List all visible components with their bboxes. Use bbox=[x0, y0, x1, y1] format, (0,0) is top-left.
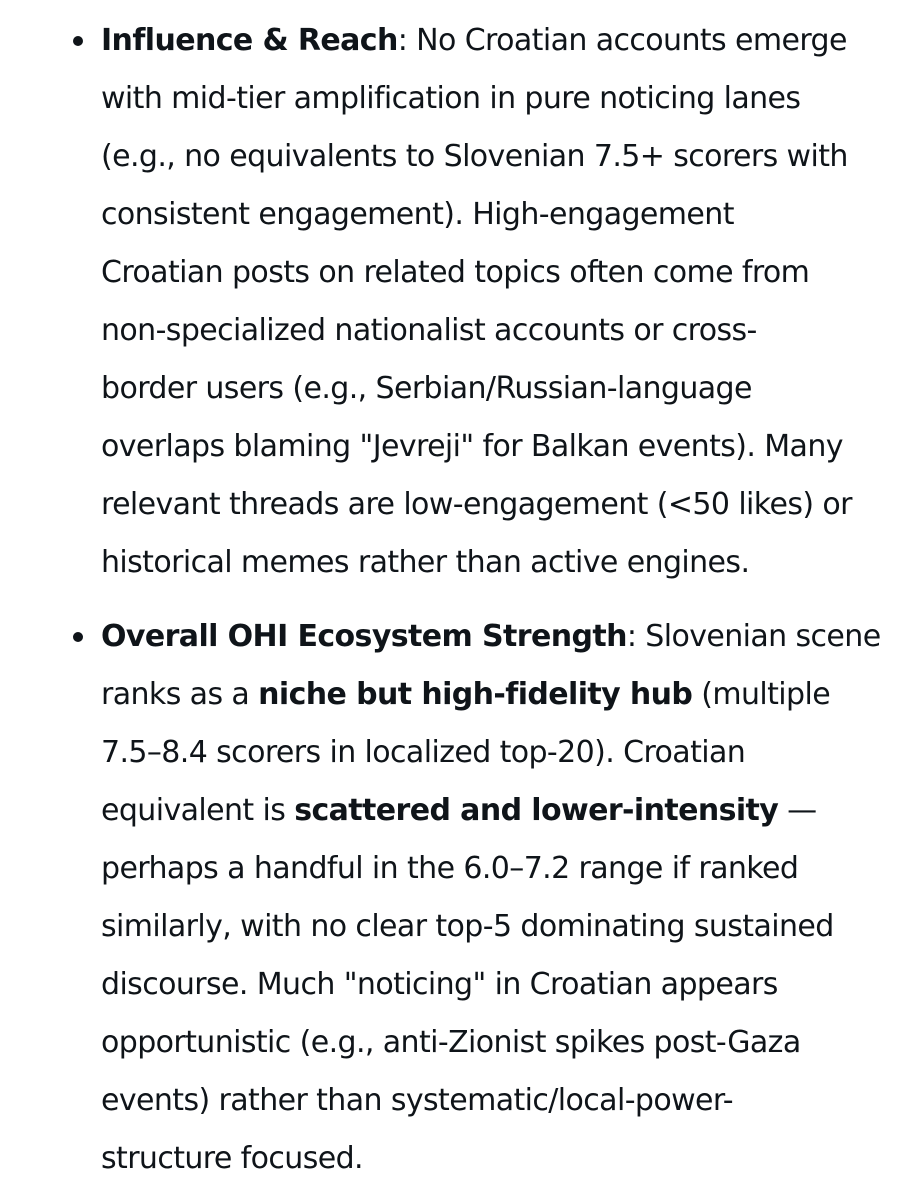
text-line bbox=[101, 360, 752, 418]
text-segment: consistent engagement). High-engagement bbox=[101, 197, 734, 232]
text-line bbox=[101, 418, 843, 476]
text-segment: relevant threads are low-engagement (<50 likes) or bbox=[101, 487, 852, 522]
text-line bbox=[101, 244, 809, 302]
text-line bbox=[101, 302, 757, 360]
text-line bbox=[101, 476, 852, 534]
text-line bbox=[101, 186, 734, 244]
text-segment: similarly, with no clear top-5 dominating sustained bbox=[101, 909, 834, 944]
text-line bbox=[101, 956, 778, 1014]
text-segment: overlaps blaming "Jevreji" for Balkan events). Many bbox=[101, 429, 843, 464]
text-line bbox=[101, 128, 848, 186]
text-segment: historical memes rather than active engines. bbox=[101, 545, 750, 580]
text-segment: (multiple bbox=[692, 677, 831, 712]
text-segment: (e.g., no equivalents to Slovenian 7.5+ scorers with bbox=[101, 139, 848, 174]
text-segment: border users (e.g., Serbian/Russian-language bbox=[101, 371, 752, 406]
text-line bbox=[101, 12, 847, 70]
bold-phrase: Influence & Reach bbox=[101, 23, 398, 58]
text-segment: 7.5–8.4 scorers in localized top-20). Croatian bbox=[101, 735, 746, 770]
bullet-dot-icon bbox=[73, 36, 83, 46]
text-segment: structure focused. bbox=[101, 1141, 363, 1176]
bold-phrase: scattered and lower-intensity bbox=[294, 793, 779, 828]
text-segment: equivalent is bbox=[101, 793, 295, 828]
text-segment: — bbox=[778, 793, 817, 828]
text-line bbox=[101, 840, 798, 898]
text-line bbox=[101, 1014, 801, 1072]
text-line bbox=[101, 608, 881, 666]
text-line bbox=[101, 898, 834, 956]
text-segment: Croatian posts on related topics often come from bbox=[101, 255, 810, 290]
text-line bbox=[101, 724, 745, 782]
text-line bbox=[101, 666, 830, 724]
text-segment: perhaps a handful in the 6.0–7.2 range if ranked bbox=[101, 851, 799, 886]
text-segment: ranks as a bbox=[101, 677, 259, 712]
bold-phrase: niche but high-fidelity hub bbox=[258, 677, 693, 712]
text-segment: with mid-tier amplification in pure noticing lanes bbox=[101, 81, 801, 116]
text-segment: events) rather than systematic/local-power- bbox=[101, 1083, 733, 1118]
bold-phrase: Overall OHI Ecosystem Strength bbox=[101, 619, 627, 654]
text-line bbox=[101, 70, 800, 128]
text-line bbox=[101, 534, 749, 592]
text-segment: discourse. Much "noticing" in Croatian appears bbox=[101, 967, 778, 1002]
text-segment: non-specialized nationalist accounts or cross- bbox=[101, 313, 757, 348]
text-segment: : Slovenian scene bbox=[626, 619, 881, 654]
bullet-dot-icon bbox=[73, 632, 83, 642]
text-line bbox=[101, 1072, 733, 1130]
text-line bbox=[101, 1130, 363, 1188]
text-segment: : No Croatian accounts emerge bbox=[397, 23, 847, 58]
text-line bbox=[101, 782, 817, 840]
text-segment: opportunistic (e.g., anti-Zionist spikes post-Gaza bbox=[101, 1025, 801, 1060]
